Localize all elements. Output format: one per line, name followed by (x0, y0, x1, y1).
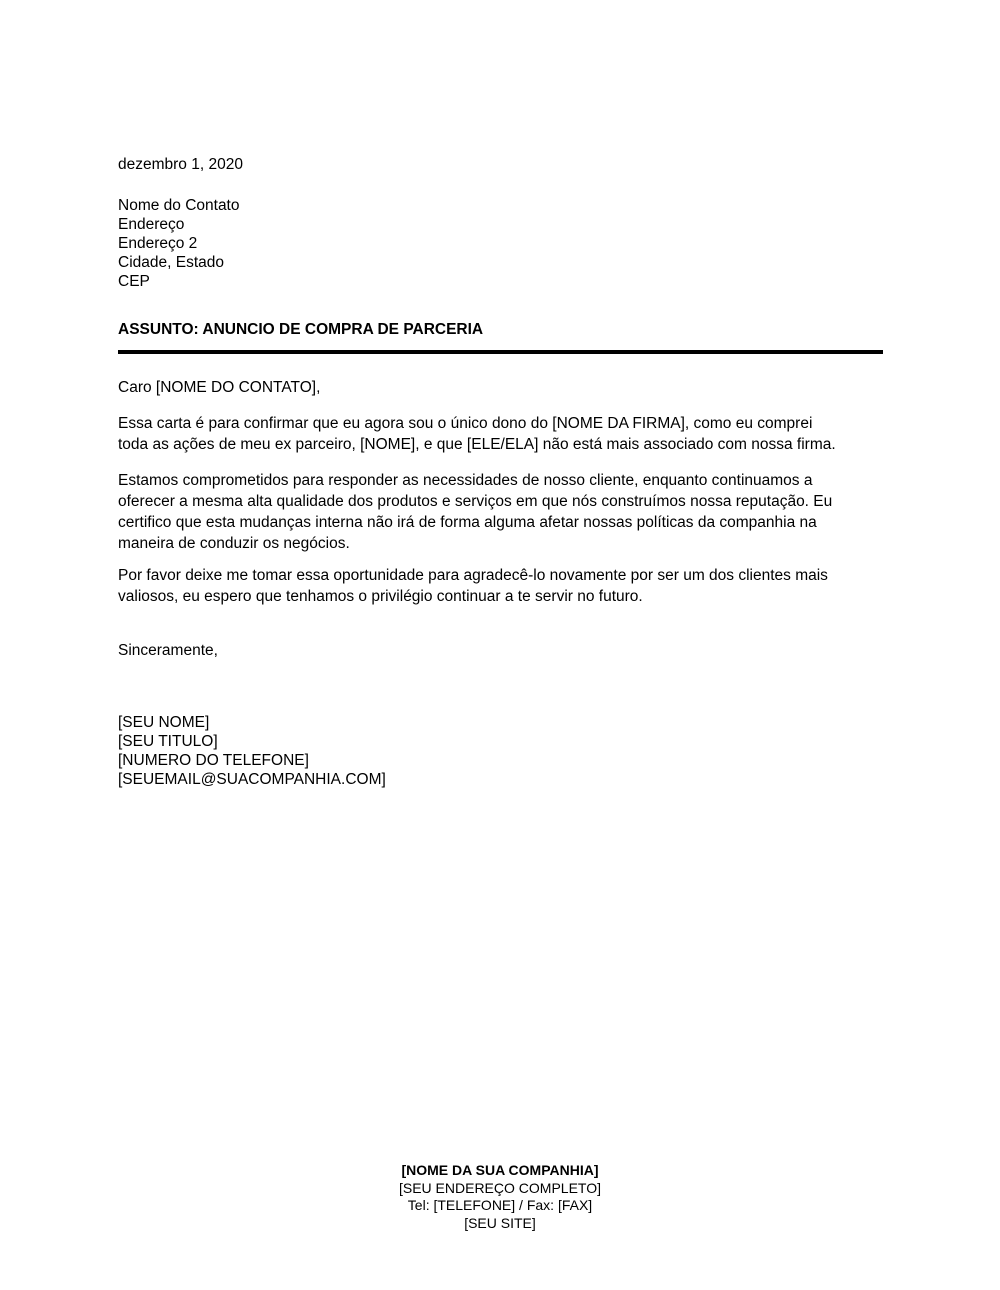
letter-date: dezembro 1, 2020 (118, 156, 243, 173)
subject-line: ASSUNTO: ANUNCIO DE COMPRA DE PARCERIA (118, 321, 484, 338)
signature-email: [SEUEMAIL@SUACOMPANHIA.COM] (118, 771, 386, 788)
closing: Sinceramente, (118, 642, 218, 659)
paragraph-line: Estamos comprometidos para responder as necessidades de nosso cliente, enquanto continuamos a (118, 472, 813, 489)
paragraph-line: certifico que esta mudanças interna não irá de forma alguma afetar nossas políticas da companhia na (118, 514, 817, 531)
recipient-city-state: Cidade, Estado (118, 254, 224, 271)
paragraph-line: toda as ações de meu ex parceiro, [NOME], e que [ELE/ELA] não está mais associado com nossa firma. (118, 436, 836, 453)
paragraph-line: Por favor deixe me tomar essa oportunidade para agradecê-lo novamente por ser um dos clientes mais (118, 567, 828, 584)
footer-company-name: [NOME DA SUA COMPANHIA] (401, 1162, 599, 1178)
letter-body (118, 155, 883, 789)
footer-tel-fax: Tel: [TELEFONE] / Fax: [FAX] (407, 1197, 593, 1213)
signature-title: [SEU TITULO] (118, 733, 218, 750)
signature-name: [SEU NOME] (118, 714, 210, 731)
salutation: Caro [NOME DO CONTATO], (118, 379, 321, 396)
signature-block (118, 713, 883, 789)
footer-site: [SEU SITE] (464, 1214, 536, 1231)
recipient-name: Nome do Contato (118, 197, 240, 214)
company-footer (0, 1162, 1000, 1232)
body-paragraph-2 (118, 470, 883, 554)
recipient-address-2: Endereço 2 (118, 235, 198, 252)
paragraph-line: oferecer a mesma alta qualidade dos produtos e serviços em que nós construímos nossa reputação. Eu (118, 493, 833, 510)
subject-divider-rule (118, 350, 883, 354)
recipient-address-block (118, 196, 883, 291)
paragraph-line: maneira de conduzir os negócios. (118, 535, 350, 552)
recipient-address-1: Endereço (118, 216, 185, 233)
recipient-zip: CEP (118, 273, 150, 290)
body-paragraph-1 (118, 413, 883, 455)
paragraph-line: Essa carta é para confirmar que eu agora sou o único dono do [NOME DA FIRMA], como eu comprei (118, 415, 813, 432)
signature-phone: [NUMERO DO TELEFONE] (118, 752, 309, 769)
footer-address: [SEU ENDEREÇO COMPLETO] (398, 1179, 601, 1196)
body-paragraph-3 (118, 565, 883, 607)
paragraph-line: valiosos, eu espero que tenhamos o privilégio continuar a te servir no futuro. (118, 588, 643, 605)
